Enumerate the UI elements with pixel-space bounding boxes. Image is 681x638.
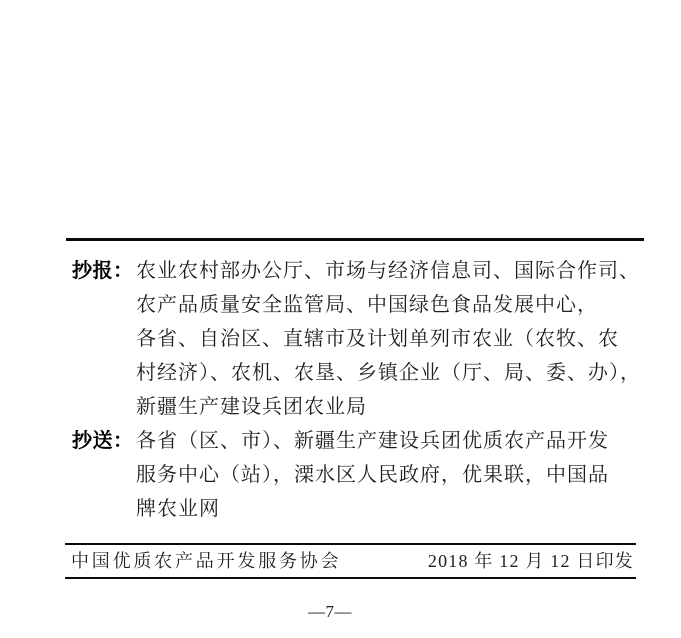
distribution-line: 新疆生产建设兵团农业局 [136, 396, 367, 418]
print-date: 2018 年 12 月 12 日印发 [427, 551, 634, 571]
copy-send-entry [72, 424, 652, 526]
distribution-line: 各省、自治区、直辖市及计划单列市农业（农牧、农 [136, 328, 619, 350]
distribution-line: 村经济）、农机、农垦、乡镇企业（厅、局、委、办）， [136, 362, 641, 384]
copy-report-lines [136, 254, 652, 424]
imprint-row [66, 548, 636, 572]
copy-report-entry [72, 254, 652, 424]
copy-send-lines [136, 424, 652, 526]
distribution-line: 农业农村部办公厅、市场与经济信息司、国际合作司、 [136, 260, 640, 282]
distribution-line: 服务中心（站），溧水区人民政府，优果联，中国品 [136, 464, 609, 486]
distribution-line: 农产品质量安全监管局、中国绿色食品发展中心， [136, 294, 598, 316]
footer-bottom-rule [65, 577, 636, 579]
copy-send-label: 抄送： [72, 430, 134, 452]
distribution-top-rule [66, 238, 644, 241]
distribution-block [72, 254, 652, 526]
distribution-line: 各省（区、市）、新疆生产建设兵团优质农产品开发 [136, 430, 609, 452]
copy-report-label: 抄报： [72, 260, 134, 282]
footer-top-rule [65, 543, 636, 545]
issuing-organization: 中国优质农产品开发服务协会 [71, 551, 342, 571]
distribution-line: 牌农业网 [136, 498, 220, 520]
page-number: —7— [308, 602, 352, 621]
